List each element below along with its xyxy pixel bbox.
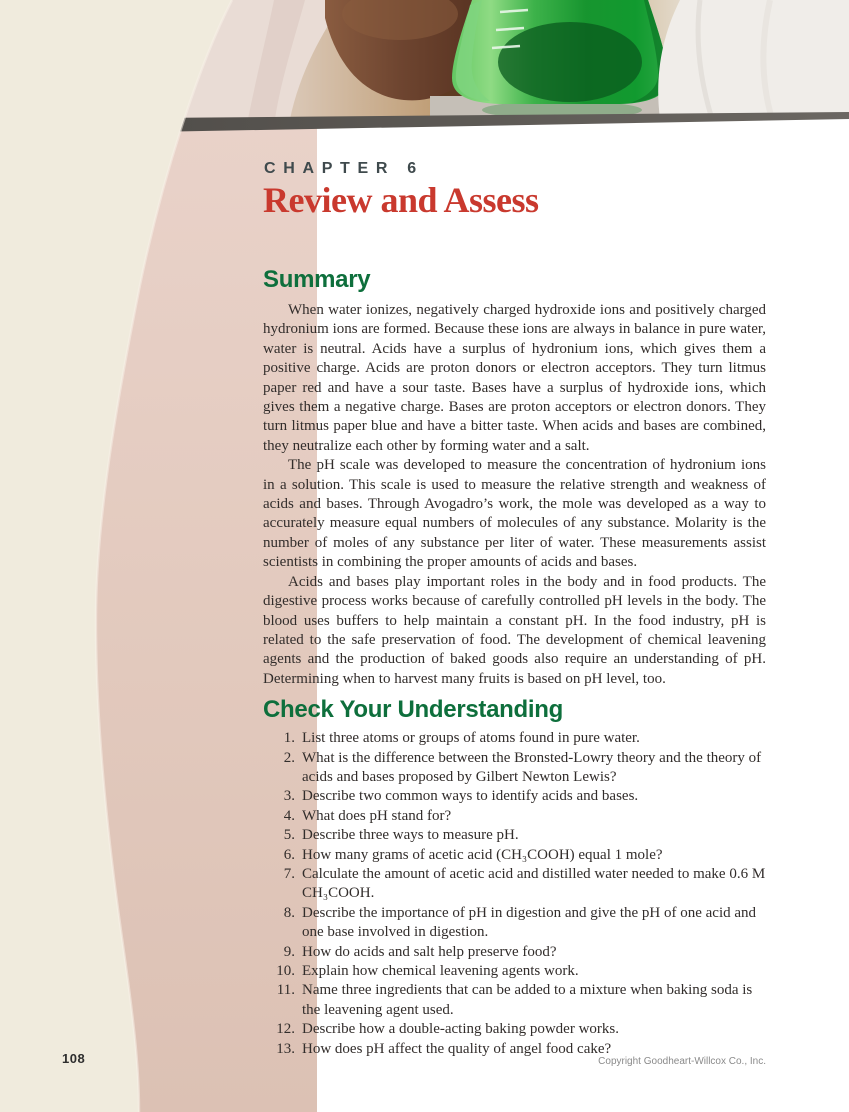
question-number: 2.	[283, 749, 295, 766]
check-understanding-heading: Check Your Understanding	[263, 696, 563, 724]
question-number: 8.	[283, 904, 295, 921]
check-question	[263, 846, 766, 865]
summary-paragraph: Acids and bases play important roles in the body and in food products. The digestive process works because of carefully controlled pH levels in the body. The blood uses buffers to help maintain a constant pH. In the food industry, pH is related to the safe preservation of food. The development of chemical leavening agents and the production of baked goods also require an understanding of pH. Determining when to harvest many fruits is based on pH level, too.	[263, 573, 766, 687]
summary-heading: Summary	[263, 266, 371, 293]
check-question	[263, 787, 766, 806]
question-text: How does pH affect the quality of angel food cake?	[302, 1040, 612, 1057]
check-question-list	[263, 729, 766, 1059]
check-question	[263, 962, 766, 981]
page-number: 108	[62, 1051, 86, 1066]
question-text: Explain how chemical leavening agents work.	[302, 963, 579, 979]
check-question	[263, 981, 766, 1020]
flask-liquid	[498, 22, 642, 102]
question-text: List three atoms or groups of atoms found in pure water.	[302, 730, 640, 747]
check-question	[263, 904, 766, 943]
check-question	[263, 1020, 766, 1039]
question-number: 12.	[276, 1021, 295, 1038]
summary-paragraph: When water ionizes, negatively charged hydroxide ions and positively charged hydronium ions are formed. Because these ions are always in balance in pure water, water is neutral. Acids have a surplus of hydronium ions, which gives them a positive charge. Acids are proton donors or electron acceptors. They turn litmus paper red and have a sour taste. Bases have a surplus of hydroxide ions, which gives them a negative charge. Bases are proton acceptors or electron donors. They turn litmus paper blue and have a bitter taste. When acids and bases are combined, they neutralize each other by forming water and a salt.	[263, 302, 766, 454]
question-text: Name three ingredients that can be added to a mixture when baking soda is the leavening agent used.	[302, 982, 753, 1018]
question-text: Describe how a double-acting baking powder works.	[302, 1021, 619, 1038]
check-question	[263, 729, 766, 748]
question-number: 6.	[283, 846, 295, 863]
chapter-title: Review and Assess	[263, 180, 539, 220]
content-column	[263, 160, 766, 1059]
question-text: What does pH stand for?	[302, 807, 452, 824]
question-text: What is the difference between the Bronsted-Lowry theory and the theory of acids and bases proposed by Gilbert Newton Lewis?	[302, 749, 762, 785]
copyright-notice: Copyright Goodheart-Willcox Co., Inc.	[598, 1056, 766, 1067]
question-number: 7.	[283, 865, 295, 882]
question-text: Describe three ways to measure pH.	[302, 827, 519, 844]
check-question	[263, 826, 766, 845]
question-text: How do acids and salt help preserve food?	[302, 943, 557, 960]
check-question	[263, 807, 766, 826]
check-question	[263, 943, 766, 962]
question-number: 11.	[276, 982, 295, 999]
question-number: 4.	[283, 807, 295, 824]
lab-coat-right	[658, 0, 849, 119]
question-text: Calculate the amount of acetic acid and distilled water needed to make 0.6 M CH₃COOH.	[302, 865, 766, 902]
question-number: 10.	[276, 963, 295, 979]
question-text: Describe the importance of pH in digestion and give the pH of one acid and one base involved in digestion.	[302, 904, 757, 941]
question-text: Describe two common ways to identify acids and bases.	[302, 788, 639, 805]
question-number: 1.	[283, 730, 295, 747]
question-number: 13.	[276, 1040, 295, 1057]
question-number: 9.	[283, 943, 295, 960]
chapter-label: CHAPTER 6	[264, 160, 424, 177]
check-question	[263, 749, 766, 788]
check-question	[263, 865, 766, 904]
summary-paragraphs	[263, 301, 766, 689]
question-number: 3.	[283, 788, 295, 805]
summary-paragraph: The pH scale was developed to measure the concentration of hydronium ions in a solution. This scale is used to measure the relative strength and weakness of acids and bases. Through Avogadro’s work, the mole was developed as a way to accurately measure equal numbers of molecules of any substance. Molarity is the number of moles of any substance per liter of water. These measurements assist scientists in combining the proper amounts of acids and bases.	[263, 457, 766, 571]
question-text: How many grams of acetic acid (CH₃COOH) equal 1 mole?	[302, 846, 663, 863]
question-number: 5.	[283, 827, 295, 844]
